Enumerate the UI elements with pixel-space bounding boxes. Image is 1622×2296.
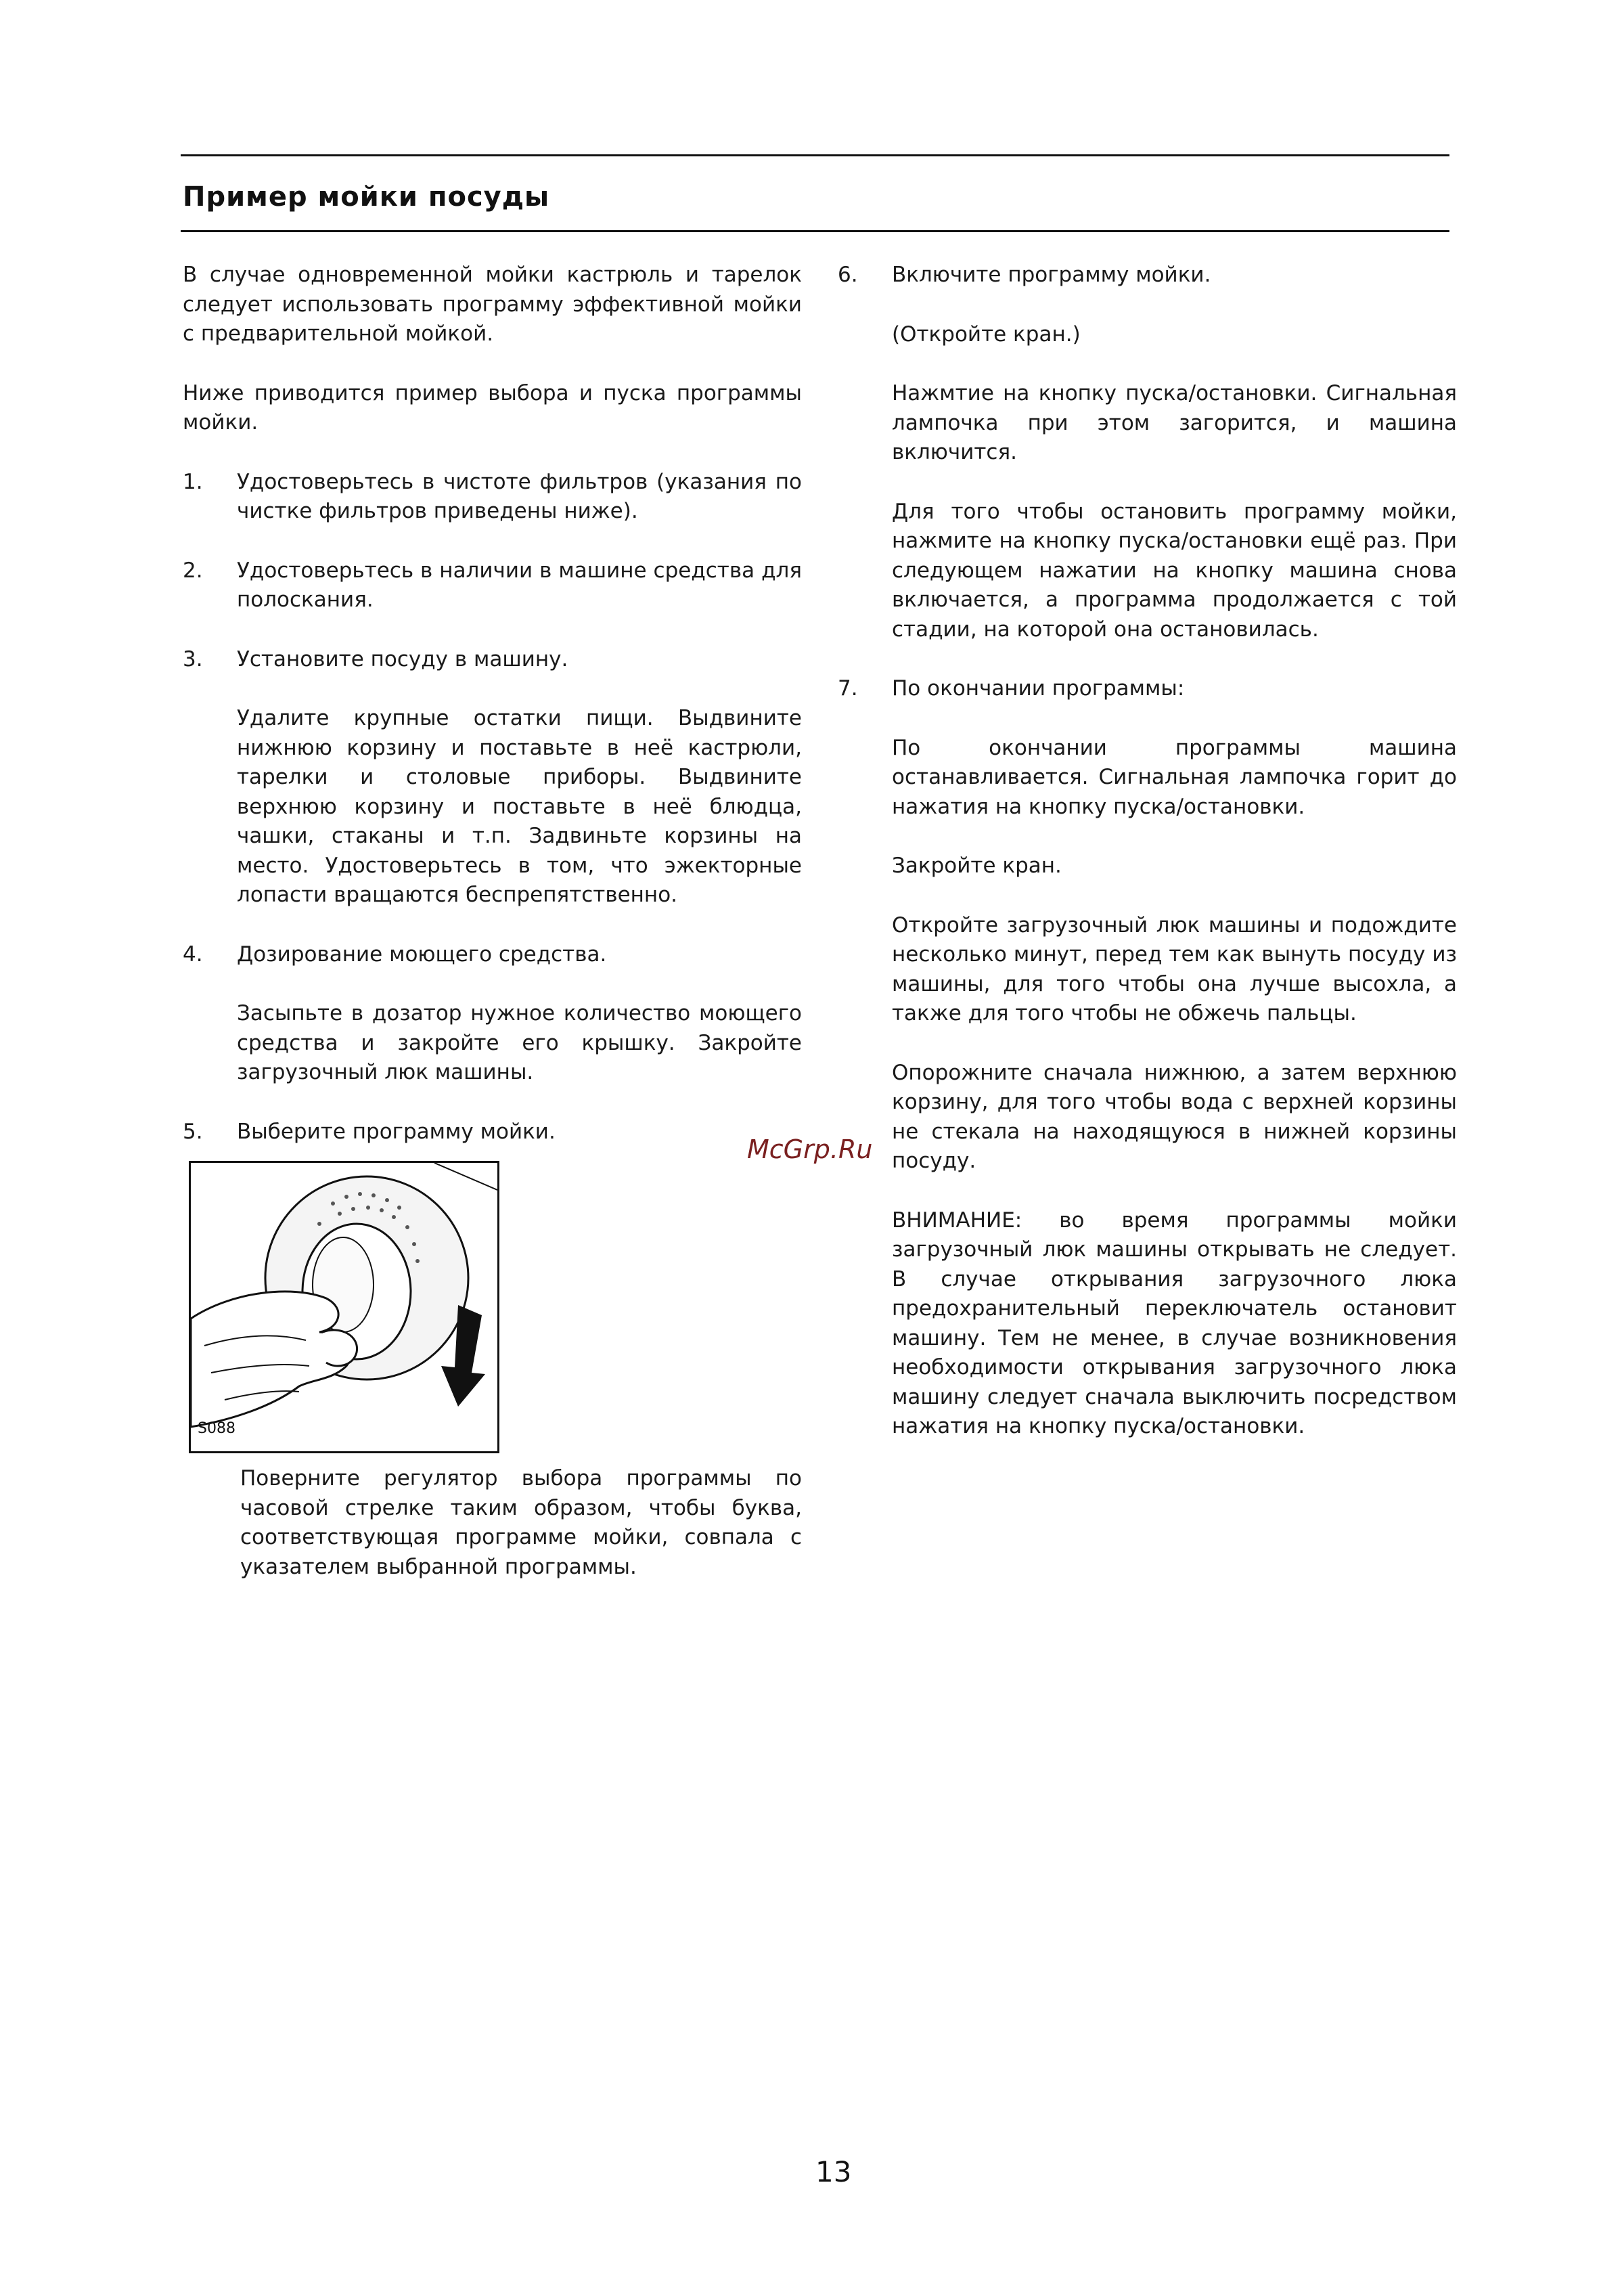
right-column: [838, 261, 1457, 1472]
step-text: Включите программу мойки.: [892, 263, 1211, 287]
left-column: [183, 261, 802, 1176]
step-detail: Засыпьте в дозатор нужное количество моющего средства и закройте его крышку. Закройте загрузочный люк машины.: [237, 1001, 802, 1084]
page-number: 13: [815, 2155, 852, 2188]
step-number: 1.: [183, 469, 203, 494]
step-number: 7.: [838, 676, 858, 701]
warning-note: ВНИМАНИЕ: во время программы мойки загрузочный люк машины открывать не следует. В случае открывания загрузочного люка предохранительный переключатель остановит машину. Тем не менее, в случае возникновения необходимости открывания загрузочного люка машину следует сначала выключить посредством нажатия на кнопку пуска/остановки.: [892, 1208, 1457, 1438]
hand-turning-dial-icon: [191, 1163, 497, 1451]
watermark: McGrp.Ru: [747, 1134, 873, 1164]
program-dial-illustration: [189, 1161, 499, 1453]
step-number: 4.: [183, 942, 203, 967]
illustration-code: S088: [198, 1420, 235, 1437]
step-6: [838, 261, 1457, 644]
step-text: Дозирование моющего средства.: [237, 942, 607, 967]
step-number: 6.: [838, 263, 858, 287]
page-title: Пример мойки посуды: [183, 181, 550, 213]
step-3: [183, 645, 802, 910]
step-number: 3.: [183, 646, 203, 671]
step-text: Удостоверьтесь в чистоте фильтров (указания по чистке фильтров приведены ниже).: [237, 469, 802, 523]
step-detail: Откройте загрузочный люк машины и подождите несколько минут, перед тем как вынуть посуду из машины, для того чтобы она лучше высохла, а также для того чтобы не обжечь пальцы.: [892, 912, 1457, 1025]
step-text: Выберите программу мойки.: [237, 1119, 556, 1144]
step-detail: Закройте кран.: [892, 854, 1062, 878]
step-4: [183, 940, 802, 1088]
intro-paragraph: В случае одновременной мойки кастрюль и тарелок следует использовать программу эффективной мойки с предварительной мойкой.: [183, 263, 802, 346]
step-detail: Опорожните сначала нижнюю, а затем верхнюю корзину, для того чтобы вода с верхней корзины не стекала на находящуюся в нижней корзины посуду.: [892, 1060, 1457, 1173]
step-detail: (Откройте кран.): [892, 322, 1081, 347]
title-underline: [181, 230, 1449, 232]
step-text: Установите посуду в машину.: [237, 646, 568, 671]
step-detail: По окончании программы машина останавливается. Сигнальная лампочка горит до нажатия на кнопку пуска/остановки.: [892, 735, 1457, 819]
step-5: [183, 1118, 802, 1147]
top-rule: [181, 154, 1449, 156]
step-number: 5.: [183, 1119, 203, 1144]
step-number: 2.: [183, 558, 203, 583]
step-7: [838, 674, 1457, 1442]
step-detail: Удалите крупные остатки пищи. Выдвините нижнюю корзину и поставьте в неё кастрюли, тарелки и столовые приборы. Выдвините верхнюю корзину и поставьте в неё блюдца, чашки, стаканы и т.п. Задвиньте корзины на место. Удостоверьтесь в том, что эжекторные лопасти вращаются беспрепятственно.: [237, 706, 802, 907]
step-2: [183, 556, 802, 615]
intro-paragraph-2: Ниже приводится пример выбора и пуска программы мойки.: [183, 380, 802, 435]
step-text: По окончании программы:: [892, 676, 1185, 701]
dial-caption: Поверните регулятор выбора программы по часовой стрелке таким образом, чтобы буква, соответствующая программе мойки, совпала с указателем выбранной программы.: [240, 1466, 802, 1579]
step-1: [183, 468, 802, 527]
step-detail: Для того чтобы остановить программу мойки, нажмите на кнопку пуска/остановки ещё раз. При следующем нажатии на кнопку машина снова включается, а программа продолжается с той стадии, на которой она остановилась.: [892, 499, 1457, 642]
step-text: Удостоверьтесь в наличии в машине средства для полоскания.: [237, 558, 802, 612]
step-detail: Нажмтие на кнопку пуска/остановки. Сигнальная лампочка при этом загорится, и машина включится.: [892, 381, 1457, 464]
